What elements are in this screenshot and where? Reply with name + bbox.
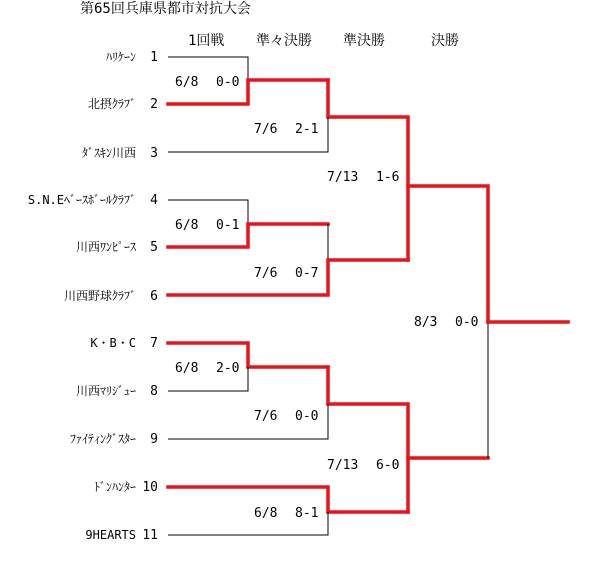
team-seed: 4: [150, 193, 158, 208]
bracket-title: 第65回兵庫県都市対抗大会: [80, 1, 251, 17]
match-date: 7/6: [254, 122, 278, 137]
bracket-line-winner: [328, 367, 408, 458]
match-date: 7/13: [327, 170, 359, 185]
team-seed: 6: [150, 289, 158, 304]
bracket-line-winner: [168, 487, 408, 512]
team-seed: 1: [150, 50, 158, 65]
bracket-line-winner: [408, 186, 488, 322]
match-score: 0-0: [216, 75, 240, 90]
bracket-line-winner: [408, 458, 488, 512]
team-name: 北摂ｸﾗﾌﾞ: [87, 97, 136, 111]
match-date: 6/8: [175, 75, 199, 90]
team-seed: 5: [150, 240, 158, 255]
match-date: 7/6: [254, 266, 278, 281]
match-score: 0-7: [295, 266, 319, 281]
match-date: 6/8: [175, 361, 199, 376]
match-date: 6/8: [175, 218, 199, 233]
team-seed: 2: [150, 97, 158, 112]
round-header-semifinal: 準決勝: [343, 33, 385, 49]
match-score: 2-0: [216, 361, 240, 376]
match-score: 0-0: [295, 409, 319, 424]
team-seed: 9: [150, 432, 158, 447]
team-name: ﾀﾞｽｷﾝ川西: [81, 146, 136, 160]
team-name: 川西ﾏﾘｼﾞｭｰ: [75, 384, 136, 398]
team-name: ﾊﾘｹｰﾝ: [105, 50, 136, 64]
round-header-quarterfinal: 準々決勝: [256, 33, 312, 49]
match-date: 7/13: [327, 458, 359, 473]
match-score: 2-1: [295, 122, 319, 137]
match-date: 7/6: [254, 409, 278, 424]
bracket-lines: [168, 57, 568, 535]
match-score: 0-1: [216, 218, 240, 233]
match-score: 1-6: [376, 170, 400, 185]
team-seed: 7: [150, 336, 158, 351]
team-name: ﾄﾞﾝﾊﾝﾀｰ: [93, 480, 136, 494]
team-seed: 3: [150, 146, 158, 161]
team-name: ﾌｧｲﾃｨﾝｸﾞｽﾀｰ: [69, 432, 136, 446]
match-score: 8-1: [295, 506, 319, 521]
team-seed: 8: [150, 384, 158, 399]
round-header-first: 1回戦: [188, 33, 225, 49]
match-date: 6/8: [254, 506, 278, 521]
match-date: 8/3: [414, 315, 438, 330]
match-score: 0-0: [455, 315, 479, 330]
team-name: K・B・C: [90, 336, 136, 350]
bracket-line-winner: [168, 260, 408, 295]
team-name: 9HEARTS: [85, 528, 136, 542]
match-score: 6-0: [376, 458, 400, 473]
team-seed: 11: [142, 528, 158, 543]
team-name: 川西ﾜﾝﾋﾟｰｽ: [75, 240, 136, 254]
team-name: 川西野球ｸﾗﾌﾞ: [63, 289, 136, 303]
round-header-final: 決勝: [431, 33, 459, 49]
team-name: S.N.Eﾍﾞｰｽﾎﾞｰﾙｸﾗﾌﾞ: [27, 193, 136, 207]
team-seed: 10: [142, 480, 158, 495]
